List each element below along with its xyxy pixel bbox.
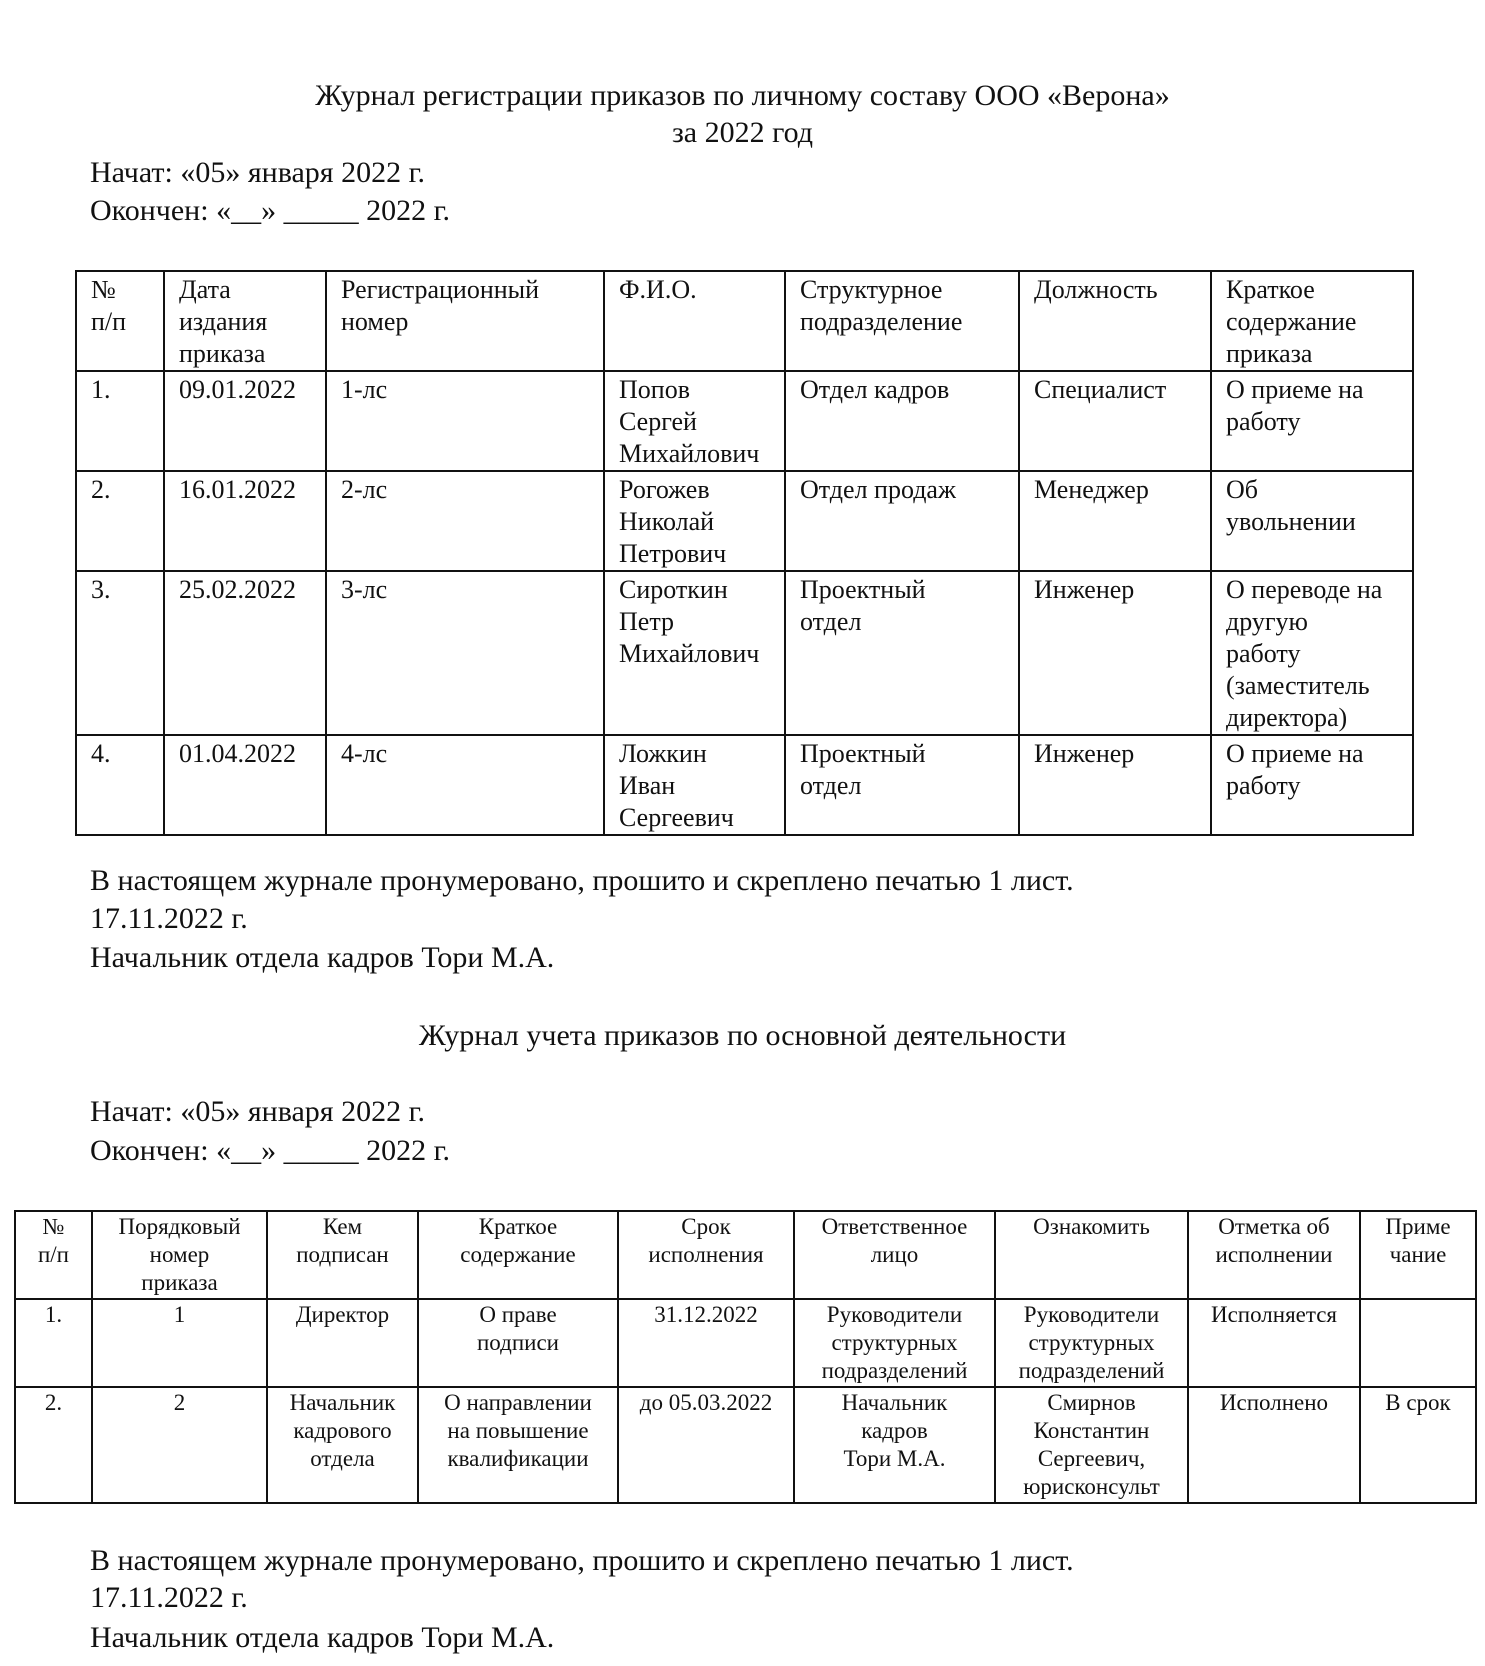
table-cell: О направлении на повышение квалификации [418,1387,618,1503]
journal1-footer-signature: Начальник отдела кадров Тори М.А. [90,941,555,974]
table-cell: 2. [15,1387,92,1503]
table-cell [1360,1299,1476,1387]
table-cell: О переводе на другую работу (заместитель директора) [1211,571,1413,735]
table-cell: Проектный отдел [785,735,1019,835]
column-header: Ознакомить [995,1211,1188,1299]
table-cell: 1. [15,1299,92,1387]
column-header: Ответственное лицо [794,1211,995,1299]
table-header-row [76,271,1413,371]
table-cell: Начальник кадрового отдела [267,1387,418,1503]
table-cell: 3. [76,571,164,735]
table-cell: 09.01.2022 [164,371,326,471]
table-cell: Исполняется [1188,1299,1360,1387]
column-header: № п/п [15,1211,92,1299]
journal1-title-line2: за 2022 год [671,116,814,149]
table-cell: Исполнено [1188,1387,1360,1503]
table-cell: Инженер [1019,735,1211,835]
table-cell: 31.12.2022 [618,1299,794,1387]
journal2-ended: Окончен: «__» _____ 2022 г. [90,1134,450,1167]
journal1-title-line1: Журнал регистрации приказов по личному составу ООО «Верона» [315,79,1170,112]
journal2-started: Начат: «05» января 2022 г. [90,1095,426,1128]
table-cell: О приеме на работу [1211,371,1413,471]
column-header: Краткое содержание [418,1211,618,1299]
table-header-row [15,1211,1476,1299]
table-cell: 4-лс [326,735,604,835]
table-cell: Начальник кадров Тори М.А. [794,1387,995,1503]
table-cell: 2. [76,471,164,571]
column-header: Срок исполнения [618,1211,794,1299]
column-header: Должность [1019,271,1211,371]
column-header: Порядковый номер приказа [92,1211,267,1299]
column-header: Регистрационный номер [326,271,604,371]
table-cell: Отдел продаж [785,471,1019,571]
table-cell: Отдел кадров [785,371,1019,471]
table-cell: Специалист [1019,371,1211,471]
journal1-started: Начат: «05» января 2022 г. [90,156,426,189]
table-cell: 1-лс [326,371,604,471]
column-header: Структурное подразделение [785,271,1019,371]
table-row [15,1387,1476,1503]
table-cell: Менеджер [1019,471,1211,571]
table-cell: В срок [1360,1387,1476,1503]
column-header: Краткое содержание приказа [1211,271,1413,371]
table-cell: Об увольнении [1211,471,1413,571]
table-cell: Проектный отдел [785,571,1019,735]
journal1-ended: Окончен: «__» _____ 2022 г. [90,194,450,227]
journal1-footer-date: 17.11.2022 г. [90,902,248,935]
table-cell: 4. [76,735,164,835]
journal1-table [75,270,1414,836]
table-cell: Инженер [1019,571,1211,735]
table-cell: 25.02.2022 [164,571,326,735]
table-row [76,471,1413,571]
table-cell: 3-лс [326,571,604,735]
journal2-table [14,1210,1477,1504]
journal2-footer-note: В настоящем журнале пронумеровано, прошито и скреплено печатью 1 лист. [90,1544,1074,1577]
journal2-title: Журнал учета приказов по основной деятельности [418,1019,1067,1052]
table-cell: 01.04.2022 [164,735,326,835]
journal2-footer-signature: Начальник отдела кадров Тори М.А. [90,1621,555,1654]
column-header: Кем подписан [267,1211,418,1299]
table-cell: Руководители структурных подразделений [794,1299,995,1387]
table-row [76,571,1413,735]
column-header: Отметка об исполнении [1188,1211,1360,1299]
table-cell: Ложкин Иван Сергеевич [604,735,785,835]
journal2-footer-date: 17.11.2022 г. [90,1581,248,1614]
table-cell: 1. [76,371,164,471]
table-cell: О приеме на работу [1211,735,1413,835]
table-cell: О праве подписи [418,1299,618,1387]
table-cell: Сироткин Петр Михайлович [604,571,785,735]
column-header: Приме чание [1360,1211,1476,1299]
table-cell: Директор [267,1299,418,1387]
table-cell: 2-лс [326,471,604,571]
table-row [76,735,1413,835]
table-cell: 16.01.2022 [164,471,326,571]
table-row [76,371,1413,471]
table-cell: 2 [92,1387,267,1503]
table-cell: 1 [92,1299,267,1387]
table-cell: Руководители структурных подразделений [995,1299,1188,1387]
column-header: № п/п [76,271,164,371]
table-cell: до 05.03.2022 [618,1387,794,1503]
table-row [15,1299,1476,1387]
table-cell: Смирнов Константин Сергеевич, юрисконсульт [995,1387,1188,1503]
table-cell: Попов Сергей Михайлович [604,371,785,471]
column-header: Дата издания приказа [164,271,326,371]
journal1-footer-note: В настоящем журнале пронумеровано, прошито и скреплено печатью 1 лист. [90,864,1074,897]
table-cell: Рогожев Николай Петрович [604,471,785,571]
column-header: Ф.И.О. [604,271,785,371]
